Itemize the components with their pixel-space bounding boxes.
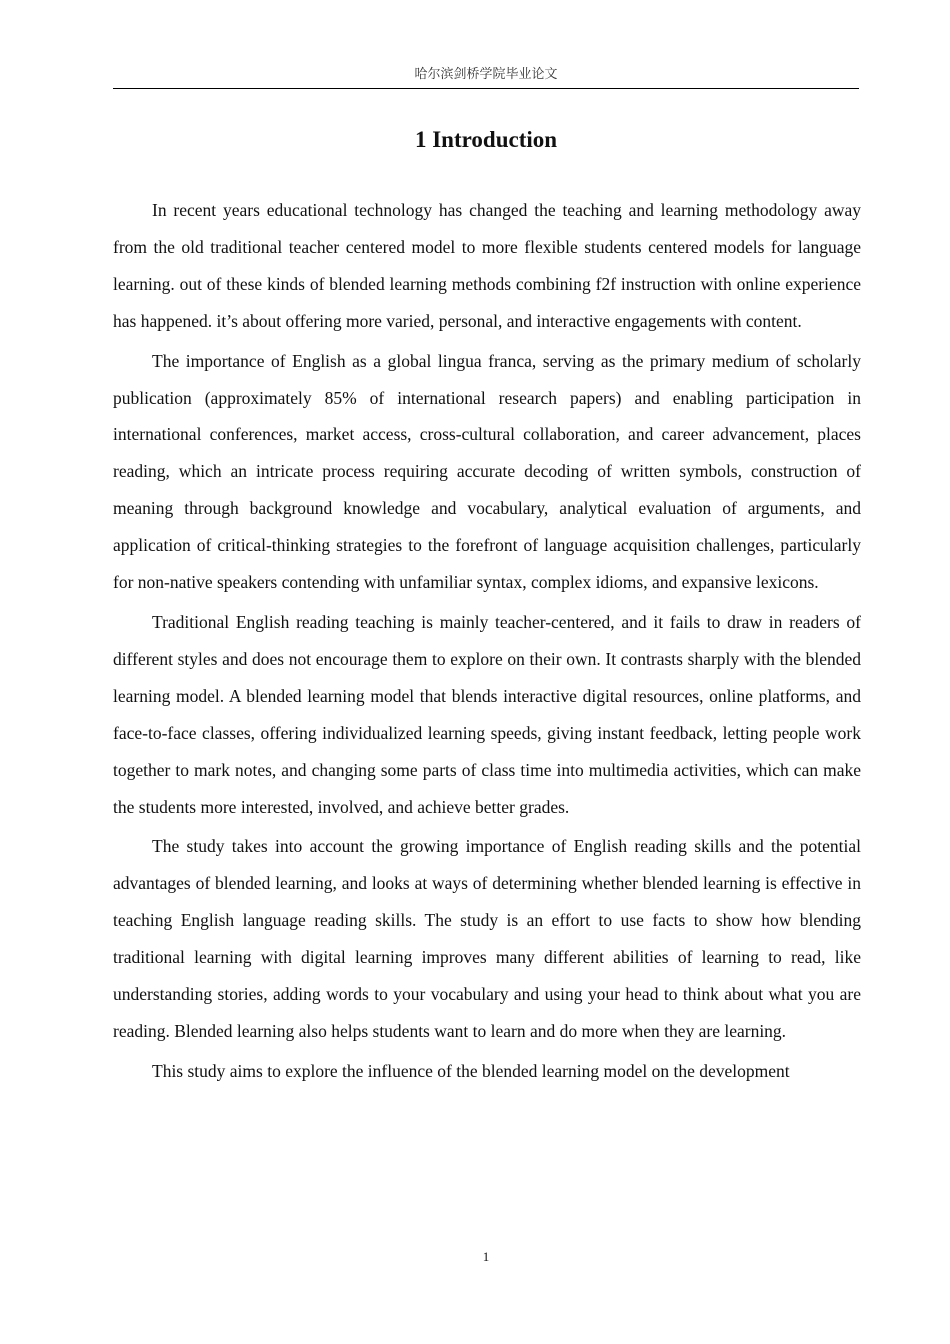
paragraph: The study takes into account the growing importance of English reading skills and the potential advantages of blended learning, and looks at ways of determining whether blended learning is effective in teaching English language reading skills. The study is an effort to use facts to show how blending traditional learning with digital learning improves many different abilities of learning to read, like understanding stories, adding words to your vocabulary and using your head to think about what you are reading. Blended learning also helps students want to learn and do more when they are learning.: [113, 836, 861, 1041]
paragraph: The importance of English as a global lingua franca, serving as the primary medium of scholarly publication (approximately 85% of international research papers) and enabling participation in international conferences, market access, cross-cultural collaboration, and career advancement, places reading, which an intricate process requiring accurate decoding of written symbols, construction of meaning through background knowledge and vocabulary, analytical evaluation of arguments, and application of critical-thinking strategies to the forefront of language acquisition challenges, particularly for non-native speakers contending with unfamiliar syntax, complex idioms, and expansive lexicons.: [113, 350, 861, 593]
section-heading: [113, 124, 859, 156]
body-text: [113, 192, 861, 1093]
section-title: Introduction: [432, 127, 558, 152]
paragraph: Traditional English reading teaching is mainly teacher-centered, and it fails to draw in readers of different styles and does not encourage them to explore on their own. It contrasts sharply with the blended learning model. A blended learning model that blends interactive digital resources, online platforms, and face-to-face classes, offering individualized learning speeds, giving instant feedback, letting people work together to mark notes, and changing some parts of class time into multimedia activities, which can make the students more interested, involved, and achieve better grades.: [113, 611, 861, 817]
page-number: 1: [482, 1249, 490, 1264]
paragraph: This study aims to explore the influence of the blended learning model on the development: [152, 1060, 790, 1081]
running-header: 哈尔滨剑桥学院毕业论文: [414, 67, 558, 82]
section-number: 1: [414, 127, 427, 152]
paragraph: In recent years educational technology has changed the teaching and learning methodology away from the old traditional teacher centered model to more flexible students centered models for language learning. out of these kinds of blended learning methods combining f2f instruction with online experience has happened. it’s about offering more varied, personal, and interactive engagements with content.: [113, 200, 861, 331]
header-rule: [113, 88, 859, 89]
